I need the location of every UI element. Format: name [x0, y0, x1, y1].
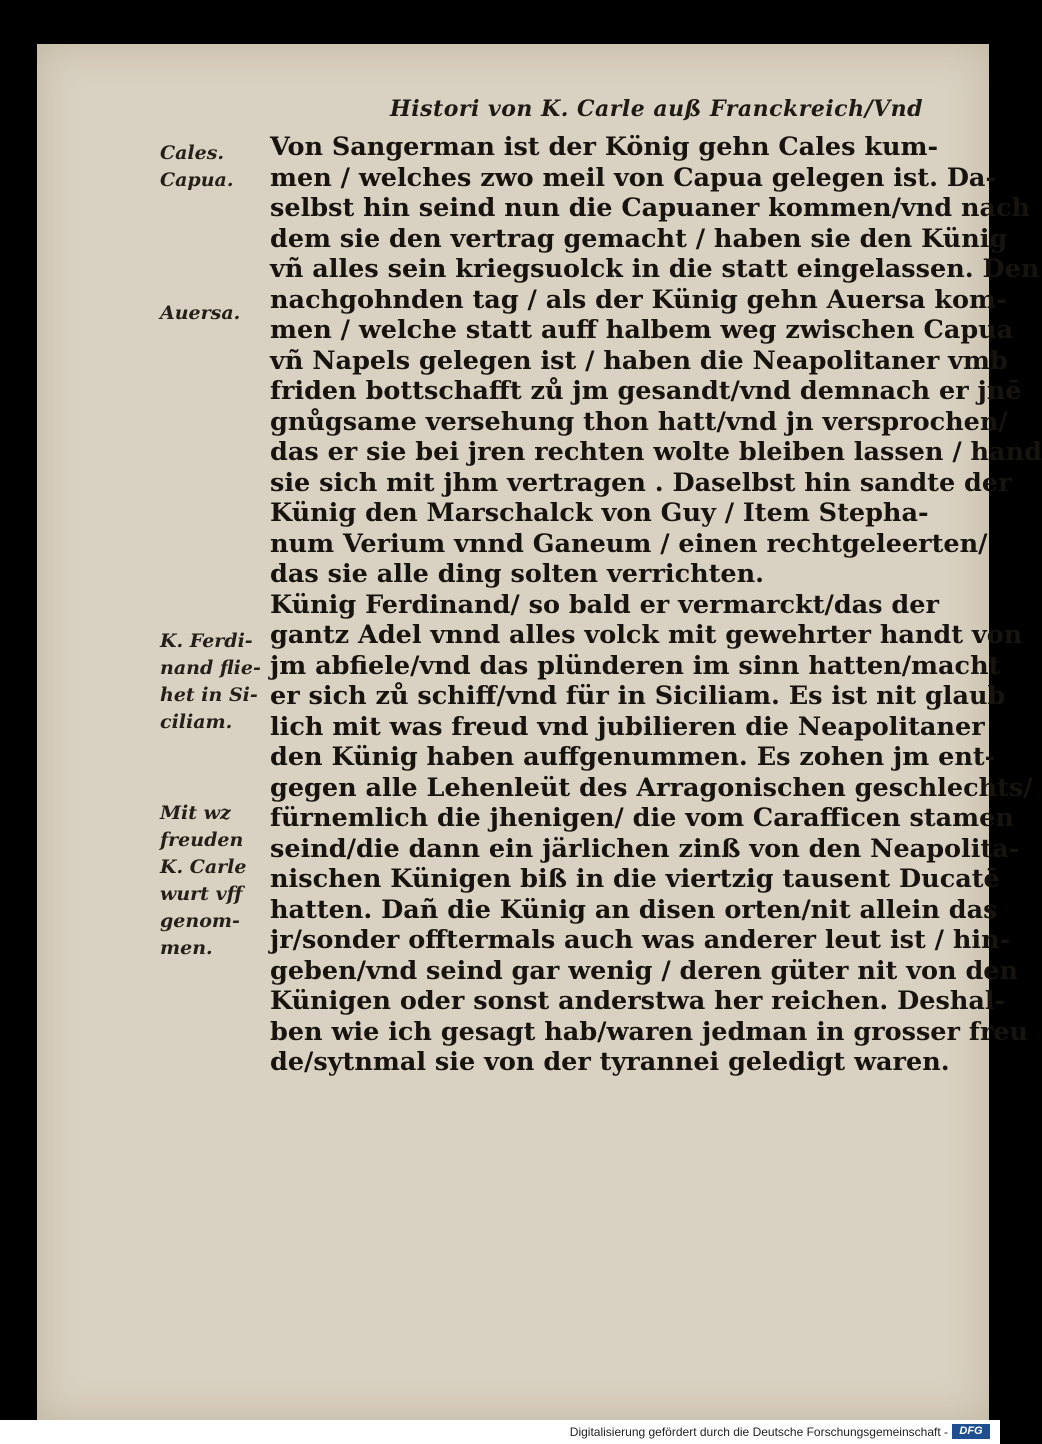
margin-note-line: Cales.	[160, 142, 225, 164]
text-line: men / welche statt auff halbem weg zwischen Capua	[270, 315, 1014, 345]
text-line: ben wie ich gesagt hab/waren jedman in grosser freu	[270, 1016, 1029, 1047]
text-line: seind/die dann ein järlichen zinß von den Neapolita-	[270, 833, 1020, 864]
text-line: vñ alles sein kriegsuolck in die statt eingelassen. Den	[270, 254, 1040, 284]
margin-note-line: freuden	[160, 829, 244, 851]
margin-note-line: K. Ferdi-	[160, 630, 253, 652]
margin-note-line: nand flie-	[160, 657, 261, 679]
text-line: dem sie den vertrag gemacht / haben sie den Künig	[270, 223, 1008, 254]
margin-note-line: men.	[160, 937, 213, 959]
margin-note-ferdinand	[160, 628, 265, 736]
text-line: das sie alle ding solten verrichten.	[270, 559, 765, 589]
text-line: er sich zů schiff/vnd für in Siciliam. Es ist nit glaub	[270, 681, 1006, 711]
text-line: jr/sonder offtermals auch was anderer leut ist / hin-	[270, 925, 1011, 955]
text-line: friden bottschafft zů jm gesandt/vnd demnach er jnē	[270, 376, 1022, 406]
margin-note-line: wurt vff	[160, 883, 243, 905]
margin-note-line: K. Carle	[160, 856, 247, 878]
text-line: das er sie bei jren rechten wolte bleiben lassen / hand	[270, 437, 1042, 467]
text-line: gnůgsame versehung thon hatt/vnd jn versprochen/	[270, 406, 1008, 437]
margin-note-freuden	[160, 800, 265, 962]
dfg-logo: DFG	[952, 1424, 990, 1439]
footer-bar	[0, 1420, 1000, 1444]
text-line: sie sich mit jhm vertragen . Daselbst hin sandte der	[270, 467, 1012, 498]
text-line: nachgohnden tag / als der Künig gehn Auersa kom-	[270, 284, 1007, 315]
body-text	[270, 132, 1042, 1078]
text-line: Künig den Marschalck von Guy / Item Stepha-	[270, 498, 929, 528]
margin-note-cales-capua	[160, 140, 265, 194]
text-line: selbst hin seind nun die Capuaner kommen/vnd nach	[270, 193, 1031, 223]
text-line: fürnemlich die jhenigen/ die vom Carafficen stamen	[270, 803, 1014, 833]
text-line: men / welches zwo meil von Capua gelegen ist. Da-	[270, 162, 997, 193]
text-line: gantz Adel vnnd alles volck mit gewehrter handt von	[270, 620, 1023, 650]
margin-note-line: genom-	[160, 910, 240, 932]
text-line: vñ Napels gelegen ist / haben die Neapolitaner vmb	[270, 345, 1008, 376]
footer-credit: Digitalisierung gefördert durch die Deutsche Forschungsgemeinschaft -	[569, 1425, 948, 1439]
margin-note-line: Mit wz	[160, 802, 231, 824]
text-line: hatten. Dañ die Künig an disen orten/nit allein das	[270, 894, 998, 925]
margin-note-line: ciliam.	[160, 711, 233, 733]
margin-note-line: Auersa.	[160, 302, 241, 324]
text-line: gegen alle Lehenleüt des Arragonischen geschlechts/	[270, 772, 1033, 803]
text-line: geben/vnd seind gar wenig / deren güter nit von den	[270, 955, 1019, 986]
text-line: Von Sangerman ist der König gehn Cales kum-	[270, 132, 939, 162]
margin-note-auersa	[160, 300, 265, 327]
margin-note-line: Capua.	[160, 169, 234, 191]
text-line: Künig Ferdinand/ so bald er vermarckt/das der	[270, 589, 939, 620]
text-line: nischen Künigen biß in die viertzig tausent Ducatē	[270, 864, 1000, 894]
running-header: Histori von K. Carle auß Franckreich/Vnd	[390, 96, 924, 122]
text-line: lich mit was freud vnd jubilieren die Neapolitaner	[270, 711, 985, 742]
text-line: de/sytnmal sie von der tyrannei geledigt waren.	[270, 1047, 950, 1077]
text-line: jm abfiele/vnd das plünderen im sinn hatten/macht	[270, 650, 1001, 681]
text-line: num Verium vnnd Ganeum / einen rechtgeleerten/	[270, 528, 988, 559]
text-line: den Künig haben auffgenummen. Es zohen jm ent-	[270, 742, 996, 772]
margin-note-line: het in Si-	[160, 684, 258, 706]
text-line: Künigen oder sonst anderstwa her reichen. Deshal-	[270, 986, 1006, 1016]
